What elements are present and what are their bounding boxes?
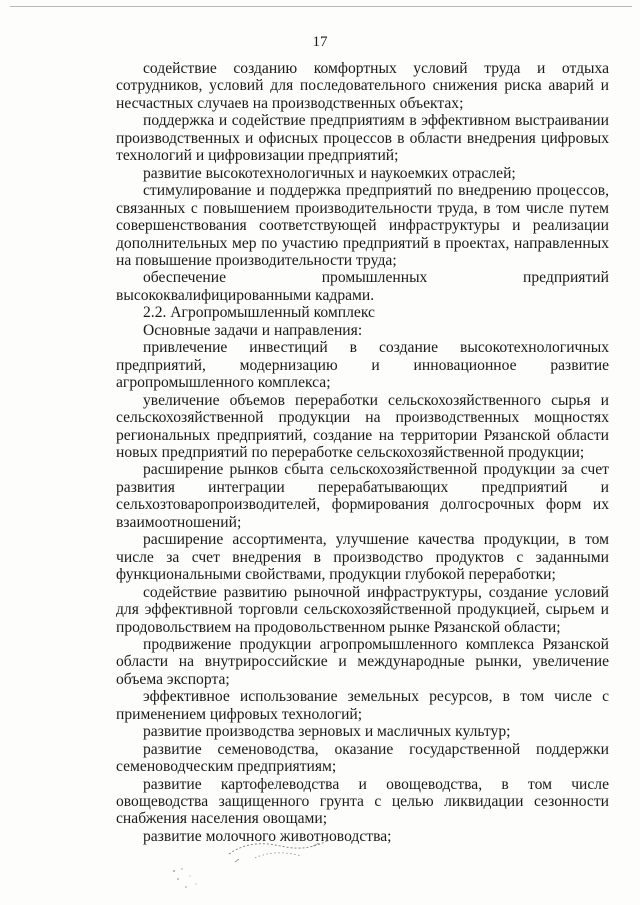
page-number: 17 — [312, 34, 328, 50]
paragraph: развитие картофелеводства и овощеводства, в том числе овощеводства защищенного грунта с целью ликвидации сезонности снабжения населения овощами; — [116, 775, 609, 828]
paragraph: развитие производства зерновых и масличных культур; — [143, 723, 511, 741]
paragraph: привлечение инвестиций в создание высокотехнологичных предприятий, модернизацию и инновационное развитие агропромышленного комплекса; — [116, 339, 609, 392]
paragraph: расширение ассортимента, улучшение качества продукции, в том числе за счет внедрения в производство продуктов с заданными функциональными свойствами, продукции глубокой переработки; — [116, 531, 609, 584]
paragraph: эффективное использование земельных ресурсов, в том числе с применением цифровых технологий; — [116, 688, 609, 723]
document-body — [116, 60, 609, 845]
paragraph: поддержка и содействие предприятиям в эффективном выстраивании производственных и офисных процессов в области внедрения цифровых технологий и цифровизации предприятий; — [116, 112, 609, 165]
paragraph: содействие развитию рыночной инфраструктуры, создание условий для эффективной торговли сельскохозяйственной продукцией, сырьем и продовольствием на продовольственном рынке Рязанской области; — [116, 583, 609, 636]
paragraph: расширение рынков сбыта сельскохозяйственной продукции за счет развития интеграции перерабатывающих предприятий и сельхозтоваропроизводителей, формирования долгосрочных форм их взаимоотношений; — [116, 461, 609, 531]
paragraph: содействие созданию комфортных условий труда и отдыха сотрудников, условий для последовательного снижения риска аварий и несчастных случаев на производственных объектах; — [116, 60, 609, 112]
paragraph: продвижение продукции агропромышленного комплекса Рязанской области на внутрироссийские и международные рынки, увеличение объема экспорта; — [116, 635, 609, 688]
paragraph: увеличение объемов переработки сельскохозяйственного сырья и сельскохозяйственной продукции на производственных мощностях региональных предприятий, создание на территории Рязанской области новых предприятий по переработке сельскохозяйственной продукции; — [116, 391, 609, 461]
paragraph: развитие высокотехнологичных и наукоемких отраслей; — [143, 164, 516, 182]
subheading: Основные задачи и направления: — [143, 321, 363, 339]
paragraph: стимулирование и поддержка предприятий по внедрению процессов, связанных с повышением производительности труда, в том числе путем совершенствования соответствующей инфраструктуры и реализации дополнительных мер по участию предприятий в проектах, направленных на повышение производительности труда; — [116, 182, 609, 269]
paragraph: обеспечение промышленных предприятий высококвалифицированными кадрами. — [116, 269, 609, 304]
signature-stamp-icon — [225, 832, 335, 871]
scan-edge-line — [10, 6, 632, 7]
paragraph: развитие молочного животноводства; — [143, 827, 392, 845]
scan-dots-icon — [168, 865, 228, 900]
paragraph: развитие семеноводства, оказание государственной поддержки семеноводческим предприятиям; — [116, 740, 609, 776]
section-heading: 2.2. Агропромышленный комплекс — [143, 304, 375, 322]
